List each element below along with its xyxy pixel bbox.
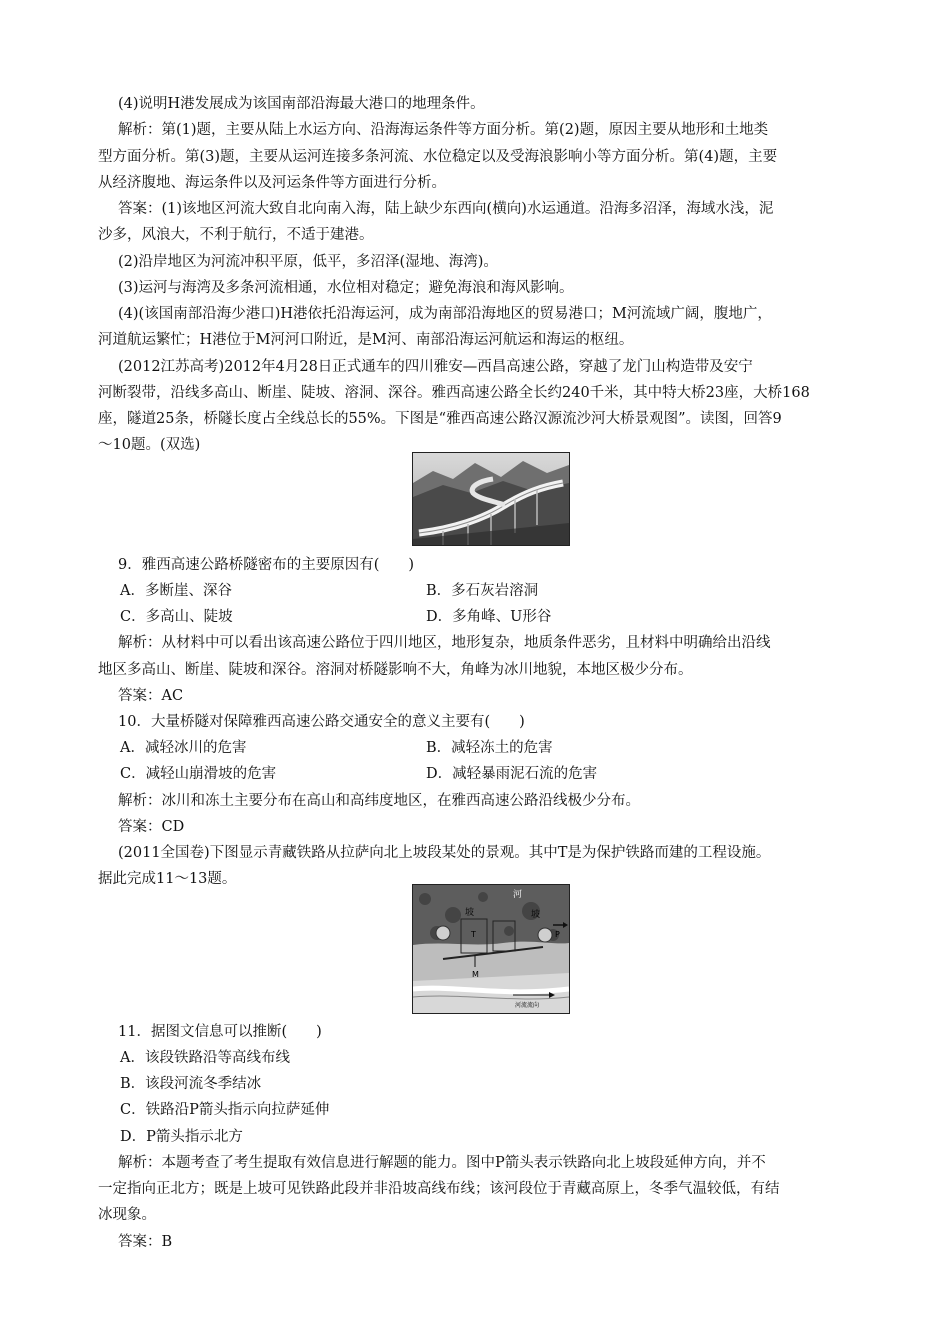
- answer-line: (4)(该国南部沿海少港口)H港依托沿海运河，成为南部沿海地区的贸易港口；M河流域广阔，腹地广，: [118, 306, 772, 322]
- option-11d: D．P箭头指示北方: [120, 1129, 243, 1145]
- passage-line: 座，隧道25条，桥隧长度占全线总长的55%。下图是“雅西高速公路汉源流沙河大桥景观图”。读图，回答9: [98, 411, 782, 427]
- label-m: M: [472, 970, 479, 979]
- option-10c: C．减轻山崩滑坡的危害: [120, 766, 277, 782]
- label-river-flow: 河流流向: [515, 1002, 540, 1009]
- label-po-right: 坡: [531, 910, 541, 920]
- question-4: (4)说明H港发展成为该国南部沿海最大港口的地理条件。: [118, 96, 485, 112]
- answer-11: 答案：B: [118, 1234, 173, 1250]
- passage-line: 据此完成11～13题。: [98, 871, 237, 887]
- analysis-line: 解析：第(1)题，主要从陆上水运方向、沿海海运条件等方面分析。第(2)题，原因主要从地形和土地类: [118, 122, 769, 138]
- option-10b: B．减轻冻土的危害: [426, 740, 553, 756]
- option-9a: A．多断崖、深谷: [120, 583, 232, 599]
- answer-9: 答案：AC: [118, 688, 184, 704]
- analysis-line: 从经济腹地、海运条件以及河运条件等方面进行分析。: [98, 175, 446, 191]
- option-10d: D．减轻暴雨泥石流的危害: [426, 766, 598, 782]
- answer-line: 河道航运繁忙；H港位于M河河口附近，是M河、南部沿海运河航运和海运的枢纽。: [98, 332, 634, 348]
- option-9c: C．多高山、陡坡: [120, 609, 233, 625]
- analysis-10: 解析：冰川和冻土主要分布在高山和高纬度地区，在雅西高速公路沿线极少分布。: [118, 793, 640, 809]
- option-9b: B．多石灰岩溶洞: [426, 583, 539, 599]
- passage-line: ～10题。(双选): [98, 437, 201, 453]
- railway-landscape-photo: [412, 884, 570, 1014]
- analysis-line: 型方面分析。第(3)题，主要从运河连接多条河流、水位稳定以及受海浪影响小等方面分析。第(4)题，主要: [98, 149, 778, 165]
- question-9: 9．雅西高速公路桥隧密布的主要原因有( ): [118, 557, 415, 573]
- passage-line: (2012江苏高考)2012年4月28日正式通车的四川雅安—西昌高速公路，穿越了龙门山构造带及安宁: [118, 359, 753, 375]
- analysis-9: 解析：从材料中可以看出该高速公路位于四川地区，地形复杂，地质条件恶劣，且材料中明确给出沿线: [118, 635, 771, 651]
- question-11: 11．据图文信息可以推断( ): [118, 1024, 322, 1040]
- passage-line: 河断裂带，沿线多高山、断崖、陡坡、溶洞、深谷。雅西高速公路全长约240千米，其中特大桥23座，大桥168: [98, 385, 810, 401]
- analysis-9: 地区多高山、断崖、陡坡和深谷。溶洞对桥隧影响不大，角峰为冰川地貌，本地区极少分布。: [98, 662, 693, 678]
- label-po-left: 坡: [465, 908, 475, 918]
- label-t: T: [471, 930, 476, 939]
- answer-line: (2)沿岸地区为河流冲积平原，低平，多沼泽(湿地、海湾)。: [118, 254, 498, 270]
- option-11b: B．该段河流冬季结冰: [120, 1076, 262, 1092]
- analysis-11: 冰现象。: [98, 1207, 156, 1223]
- question-10: 10．大量桥隧对保障雅西高速公路交通安全的意义主要有( ): [118, 714, 525, 730]
- option-9d: D．多角峰、U形谷: [426, 609, 552, 625]
- option-11a: A．该段铁路沿等高线布线: [120, 1050, 290, 1066]
- answer-line: 答案：(1)该地区河流大致自北向南入海，陆上缺少东西向(横向)水运通道。沿海多沼泽，海域水浅，泥: [118, 201, 774, 217]
- passage-line: (2011全国卷)下图显示青藏铁路从拉萨向北上坡段某处的景观。其中T是为保护铁路而建的工程设施。: [118, 845, 771, 861]
- answer-10: 答案：CD: [118, 819, 185, 835]
- option-11c: C．铁路沿P箭头指示向拉萨延伸: [120, 1102, 330, 1118]
- label-he: 河: [513, 890, 523, 900]
- highway-bridge-photo: [412, 452, 570, 546]
- answer-line: (3)运河与海湾及多条河流相通，水位相对稳定；避免海浪和海风影响。: [118, 280, 574, 296]
- analysis-11: 解析：本题考查了考生提取有效信息进行解题的能力。图中P箭头表示铁路向北上坡段延伸方向，并不: [118, 1155, 766, 1171]
- analysis-11: 一定指向正北方；既是上坡可见铁路此段并非沿坡高线布线；该河段位于青藏高原上，冬季气温较低，有结: [98, 1181, 780, 1197]
- label-p: P: [555, 930, 560, 939]
- answer-line: 沙多，风浪大，不利于航行，不适于建港。: [98, 227, 374, 243]
- option-10a: A．减轻冰川的危害: [120, 740, 247, 756]
